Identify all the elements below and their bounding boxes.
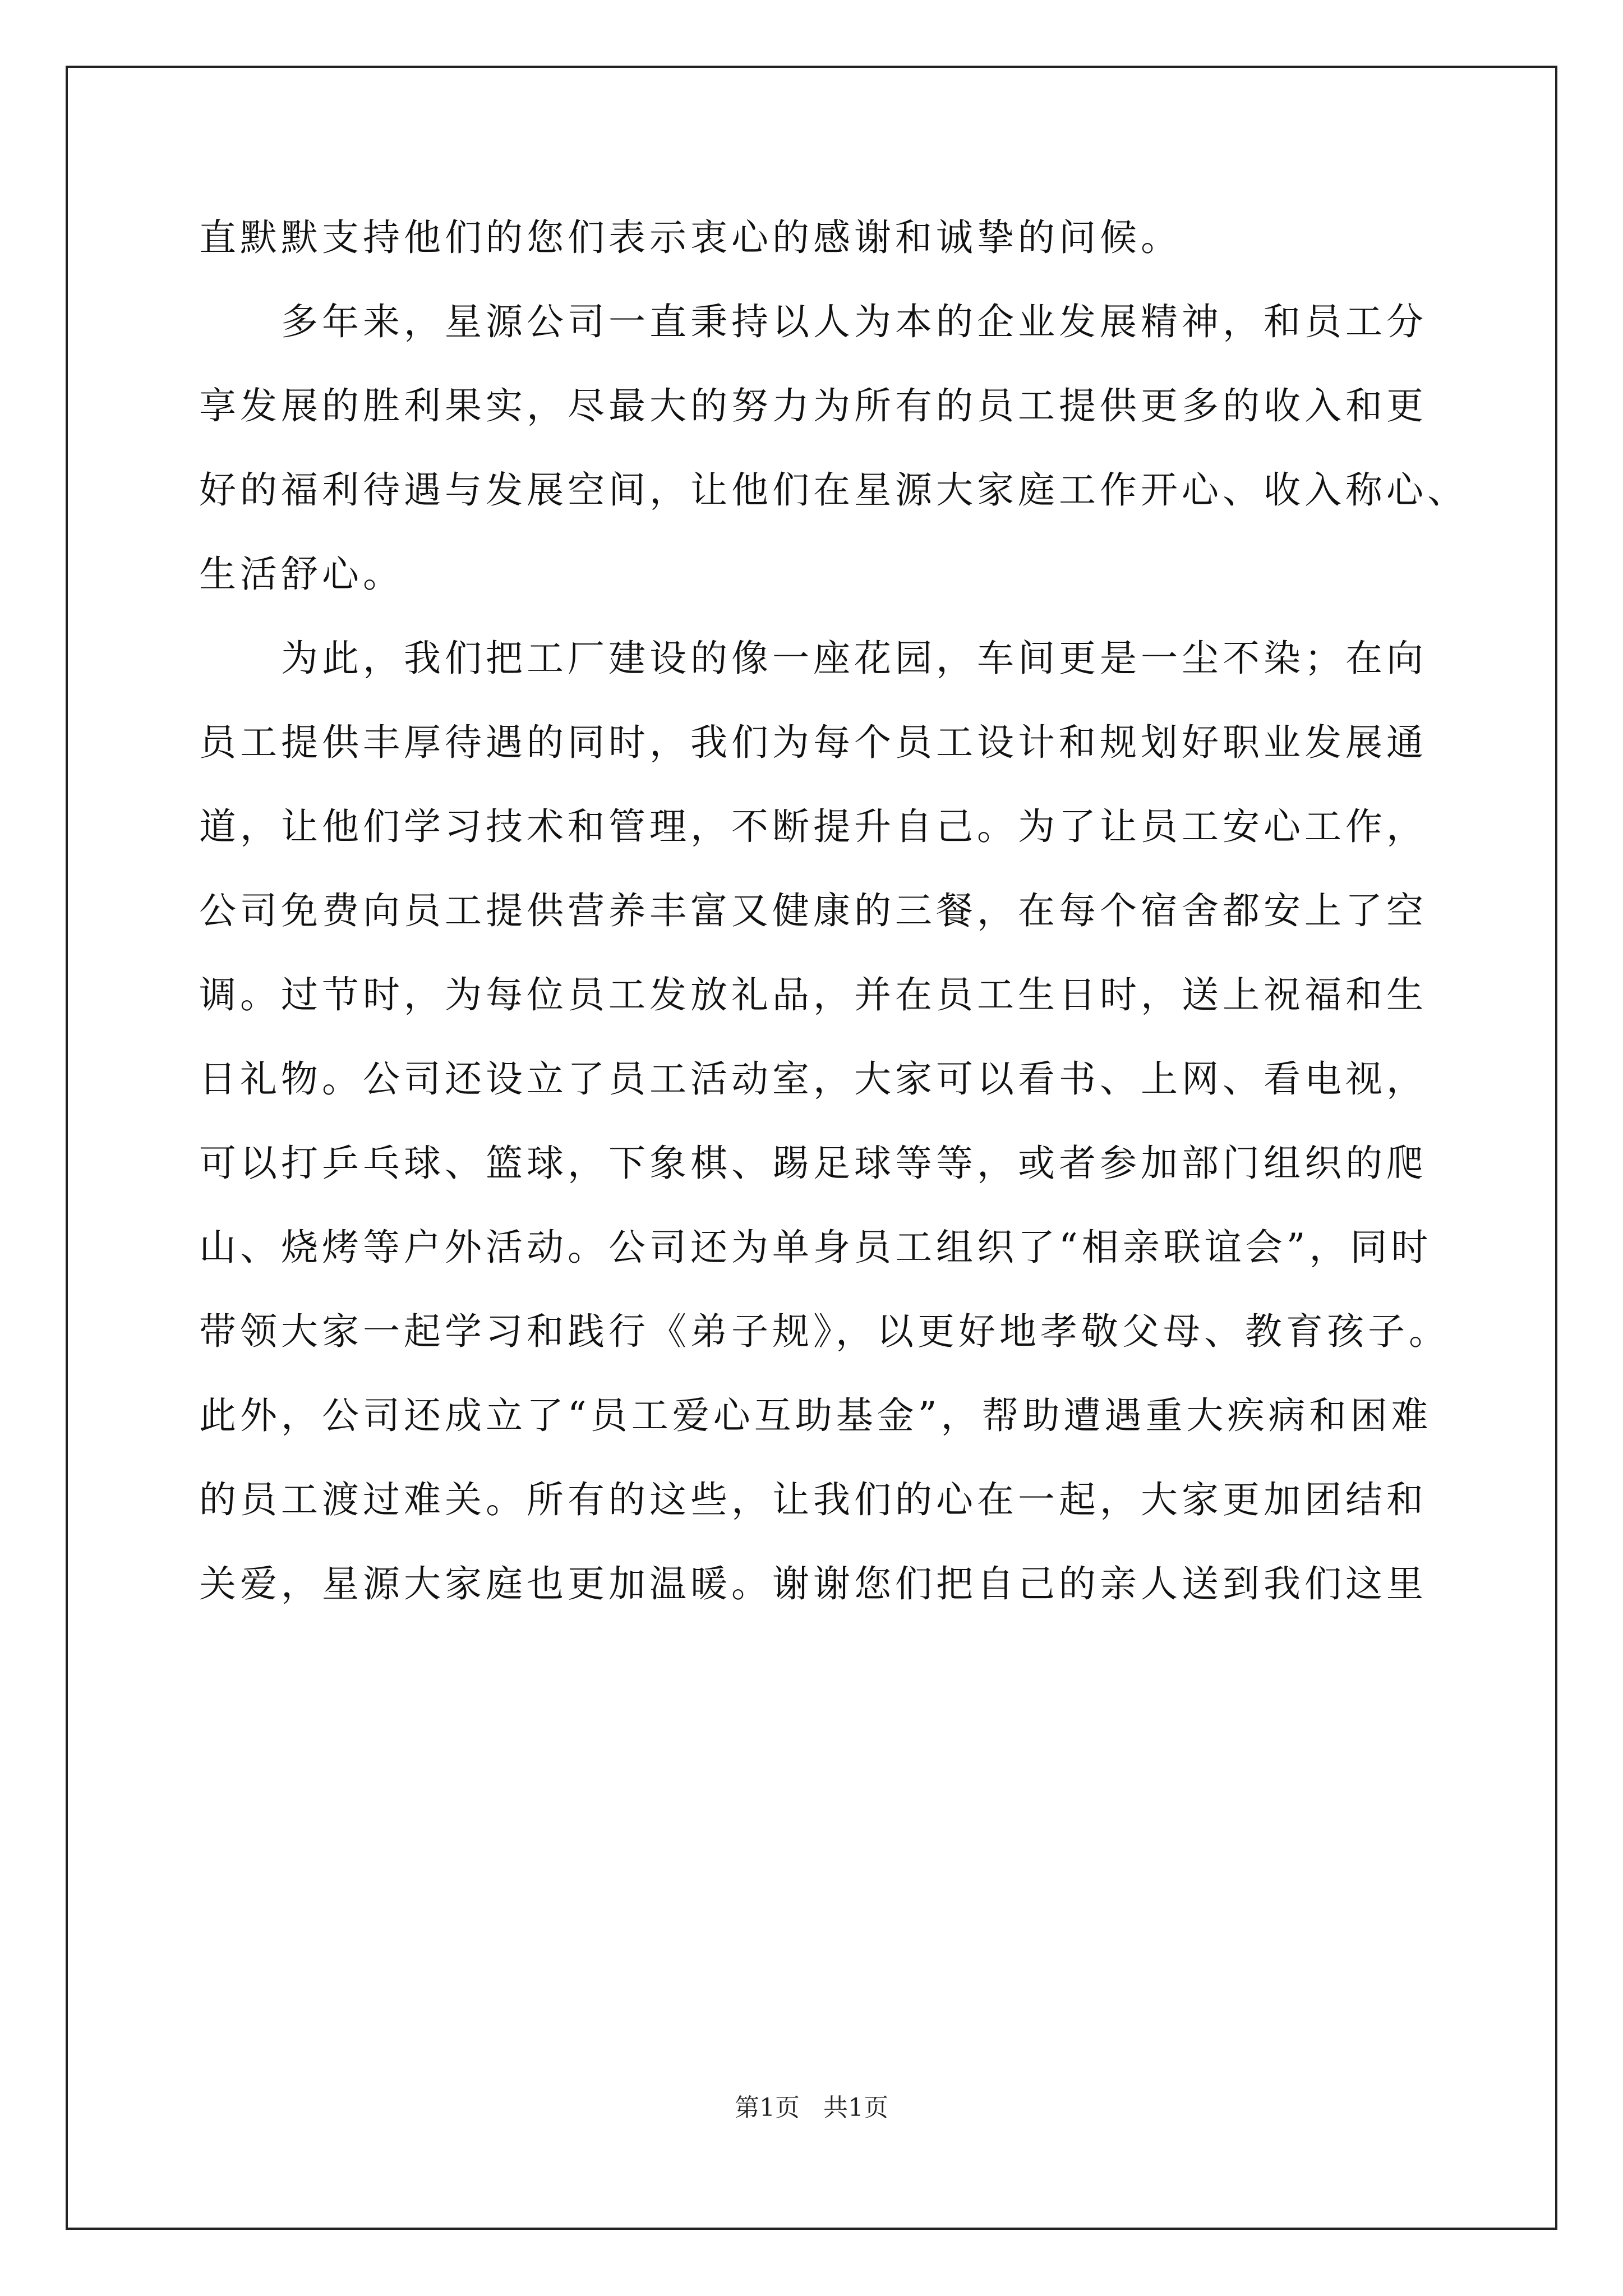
text-line: 公司免费向员工提供营养丰富又健康的三餐，在每个宿舍都安上了空 [199, 889, 1427, 932]
text-line: 山、烧烤等户外活动。公司还为单身员工组织了“相亲联谊会”，同时 [199, 1226, 1432, 1269]
text-line: 带领大家一起学习和践行《弟子规》，以更好地孝敬父母、教育孩子。 [199, 1310, 1450, 1353]
text-line: 的员工渡过难关。所有的这些，让我们的心在一起，大家更加团结和 [199, 1478, 1427, 1521]
text-line: 多年来，星源公司一直秉持以人为本的企业发展精神，和员工分 [199, 300, 1427, 343]
text-line: 此外，公司还成立了“员工爱心互助基金”，帮助遭遇重大疾病和困难 [199, 1394, 1432, 1437]
text-line: 好的福利待遇与发展空间，让他们在星源大家庭工作开心、收入称心、 [199, 468, 1468, 512]
text-line: 日礼物。公司还设立了员工活动室，大家可以看书、上网、看电视， [199, 1057, 1427, 1101]
text-line: 员工提供丰厚待遇的同时，我们为每个员工设计和规划好职业发展通 [199, 721, 1427, 764]
text-line: 享发展的胜利果实，尽最大的努力为所有的员工提供更多的收入和更 [199, 384, 1427, 427]
text-line: 可以打乒乓球、篮球，下象棋、踢足球等等，或者参加部门组织的爬 [199, 1142, 1427, 1185]
page-footer: 第1页 共1页 [735, 2093, 888, 2122]
text-line: 关爱，星源大家庭也更加温暖。谢谢您们把自己的亲人送到我们这里 [199, 1562, 1427, 1605]
text-line: 道，让他们学习技术和管理，不断提升自己。为了让员工安心工作， [199, 805, 1427, 848]
text-line: 直默默支持他们的您们表示衷心的感谢和诚挚的问候。 [199, 216, 1182, 259]
text-line: 调。过节时，为每位员工发放礼品，并在员工生日时，送上祝福和生 [199, 973, 1427, 1016]
text-line: 为此，我们把工厂建设的像一座花园，车间更是一尘不染；在向 [199, 637, 1427, 680]
text-line: 生活舒心。 [199, 553, 404, 596]
